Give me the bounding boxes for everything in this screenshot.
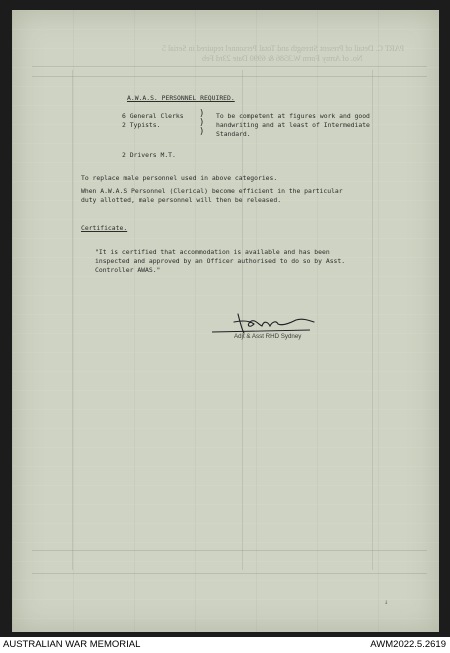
certificate-line3: Controller AWAS." xyxy=(95,266,161,274)
document-page xyxy=(12,10,439,632)
ghost-rule xyxy=(32,66,427,67)
corner-mark: ↓ xyxy=(384,598,389,606)
clerks-line: 6 General Clerks xyxy=(122,112,184,120)
footer-accession-number: AWM2022.5.2619 xyxy=(370,639,446,650)
ghost-vrule xyxy=(372,70,373,570)
certificate-line1: "It is certified that accommodation is available and has been xyxy=(95,248,330,256)
when-line1: When A.W.A.S Personnel (Clerical) become efficient in the particular xyxy=(81,187,343,195)
replace-line: To replace male personnel used in above categories. xyxy=(81,174,278,182)
certificate-heading: Certificate. xyxy=(81,224,128,232)
drivers-line: 2 Drivers M.T. xyxy=(122,151,176,159)
ghost-header-line2: No. of Army Form W.3586 & 6990 Date 23rd Feb xyxy=(202,54,363,63)
signature-caption: Adjt & Asst RHD Sydney xyxy=(234,333,302,340)
brace: ) ) ) xyxy=(199,109,205,137)
requirement-line2: handwriting and at least of Intermediate xyxy=(216,121,370,129)
ghost-rule xyxy=(32,76,427,77)
ghost-vrule xyxy=(72,70,73,570)
ghost-rule xyxy=(32,573,427,574)
ghost-rule xyxy=(32,550,427,551)
ghost-header-line1: PART C. Detail of Present Strength and Total Personnel required in Serial 5 xyxy=(162,44,405,53)
when-line2: duty allotted, male personnel will then be released. xyxy=(81,196,282,204)
certificate-line2: inspected and approved by an Officer authorised to do so by Asst. xyxy=(95,257,346,265)
section-heading: A.W.A.S. PERSONNEL REQUIRED. xyxy=(127,94,235,102)
archive-footer xyxy=(0,637,450,653)
footer-institution: AUSTRALIAN WAR MEMORIAL xyxy=(3,639,141,650)
typists-line: 2 Typists. xyxy=(122,121,161,129)
requirement-line1: To be competent at figures work and good xyxy=(216,112,370,120)
requirement-line3: Standard. xyxy=(216,130,251,138)
